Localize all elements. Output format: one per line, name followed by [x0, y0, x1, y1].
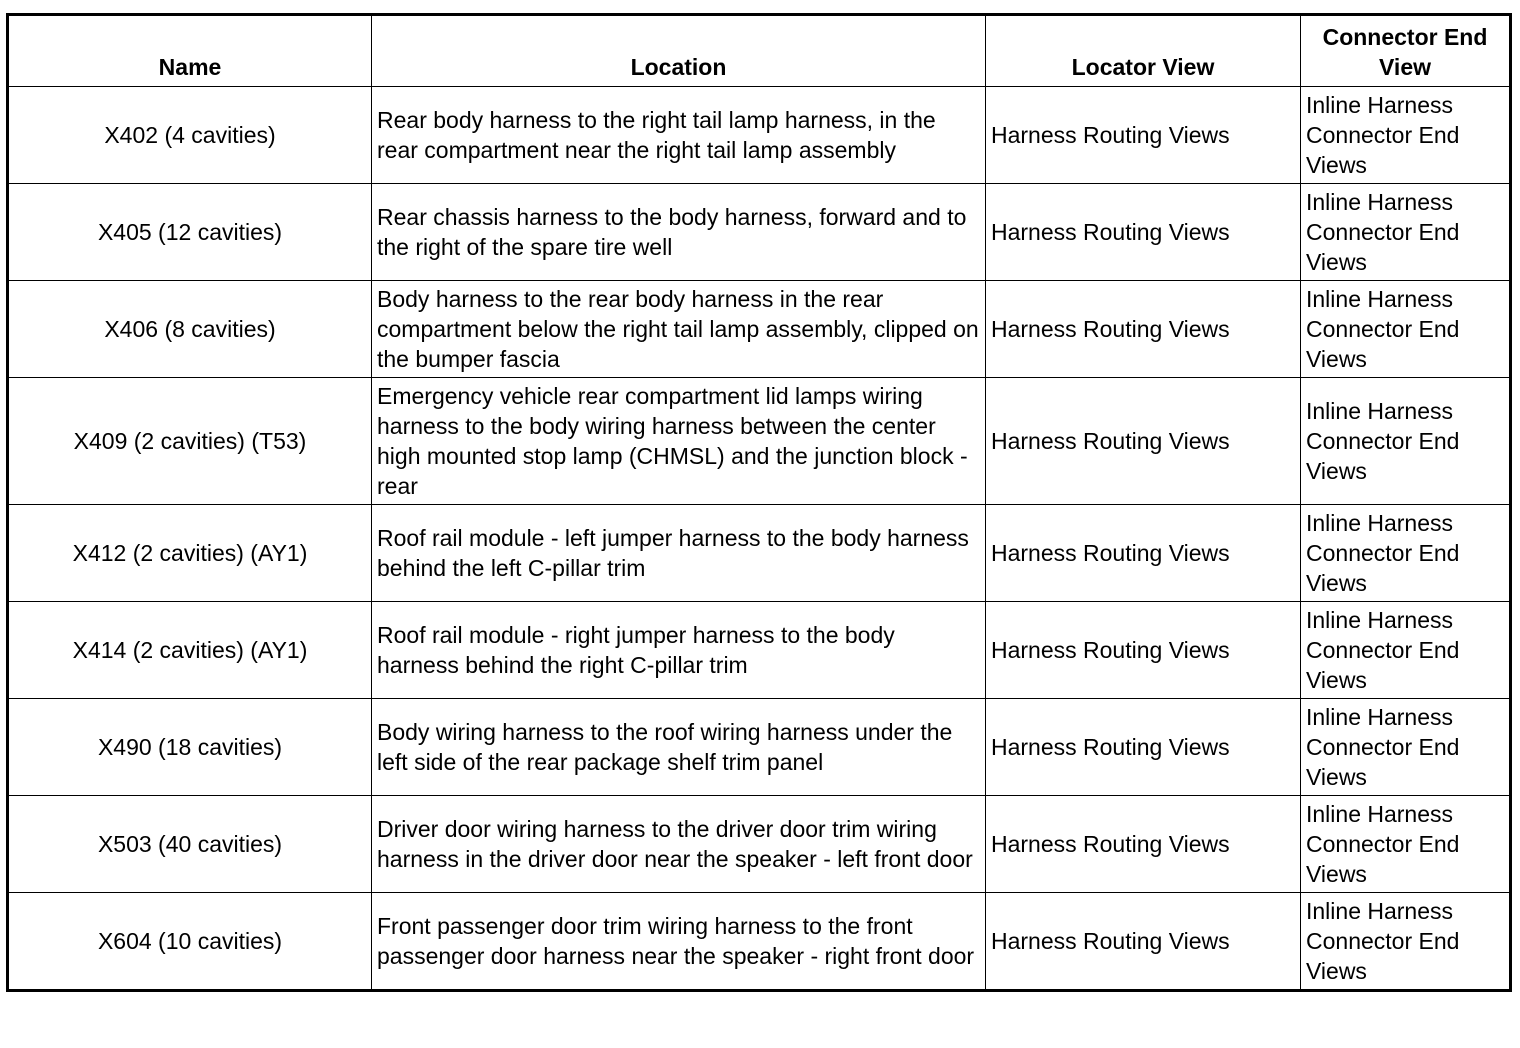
connector-name: X414 (2 cavities) (AY1) [8, 602, 372, 699]
locator-view-link[interactable]: Harness Routing Views [986, 796, 1301, 893]
table-row [8, 602, 1511, 699]
connector-location: Rear body harness to the right tail lamp harness, in the rear compartment near the right tail lamp assembly [372, 87, 986, 184]
connector-name: X490 (18 cavities) [8, 699, 372, 796]
connector-end-view-link[interactable]: Inline Harness Connector End Views [1301, 87, 1511, 184]
connector-end-view-link[interactable]: Inline Harness Connector End Views [1301, 893, 1511, 991]
table-row [8, 893, 1511, 991]
connector-location: Body wiring harness to the roof wiring harness under the left side of the rear package shelf trim panel [372, 699, 986, 796]
locator-view-link[interactable]: Harness Routing Views [986, 281, 1301, 378]
table-row [8, 699, 1511, 796]
connector-end-view-link[interactable]: Inline Harness Connector End Views [1301, 699, 1511, 796]
connector-end-view-link[interactable]: Inline Harness Connector End Views [1301, 281, 1511, 378]
connector-name: X405 (12 cavities) [8, 184, 372, 281]
header-name: Name [8, 15, 372, 87]
locator-view-link[interactable]: Harness Routing Views [986, 87, 1301, 184]
connector-location: Body harness to the rear body harness in the rear compartment below the right tail lamp assembly, clipped on the bumper fascia [372, 281, 986, 378]
connector-location: Driver door wiring harness to the driver door trim wiring harness in the driver door near the speaker - left front door [372, 796, 986, 893]
header-connector-end-view: Connector End View [1301, 15, 1511, 87]
connector-location: Front passenger door trim wiring harness to the front passenger door harness near the speaker - right front door [372, 893, 986, 991]
header-row [8, 15, 1511, 87]
locator-view-link[interactable]: Harness Routing Views [986, 699, 1301, 796]
locator-view-link[interactable]: Harness Routing Views [986, 184, 1301, 281]
locator-view-link[interactable]: Harness Routing Views [986, 602, 1301, 699]
table-row [8, 505, 1511, 602]
table-row [8, 87, 1511, 184]
connector-name: X406 (8 cavities) [8, 281, 372, 378]
connector-name: X409 (2 cavities) (T53) [8, 378, 372, 505]
connector-name: X503 (40 cavities) [8, 796, 372, 893]
connector-end-view-link[interactable]: Inline Harness Connector End Views [1301, 378, 1511, 505]
locator-view-link[interactable]: Harness Routing Views [986, 378, 1301, 505]
connector-name: X412 (2 cavities) (AY1) [8, 505, 372, 602]
table-row [8, 796, 1511, 893]
locator-view-link[interactable]: Harness Routing Views [986, 505, 1301, 602]
connector-name: X604 (10 cavities) [8, 893, 372, 991]
header-location: Location [372, 15, 986, 87]
connector-location: Emergency vehicle rear compartment lid lamps wiring harness to the body wiring harness between the center high mounted stop lamp (CHMSL) and the junction block - rear [372, 378, 986, 505]
connector-end-view-link[interactable]: Inline Harness Connector End Views [1301, 505, 1511, 602]
table-row [8, 378, 1511, 505]
connector-location: Rear chassis harness to the body harness, forward and to the right of the spare tire well [372, 184, 986, 281]
connector-name: X402 (4 cavities) [8, 87, 372, 184]
locator-view-link[interactable]: Harness Routing Views [986, 893, 1301, 991]
connector-end-view-link[interactable]: Inline Harness Connector End Views [1301, 184, 1511, 281]
connector-table [6, 13, 1512, 992]
connector-end-view-link[interactable]: Inline Harness Connector End Views [1301, 602, 1511, 699]
connector-location: Roof rail module - left jumper harness to the body harness behind the left C-pillar trim [372, 505, 986, 602]
table-row [8, 184, 1511, 281]
connector-location: Roof rail module - right jumper harness to the body harness behind the right C-pillar trim [372, 602, 986, 699]
connector-end-view-link[interactable]: Inline Harness Connector End Views [1301, 796, 1511, 893]
header-locator-view: Locator View [986, 15, 1301, 87]
table-row [8, 281, 1511, 378]
